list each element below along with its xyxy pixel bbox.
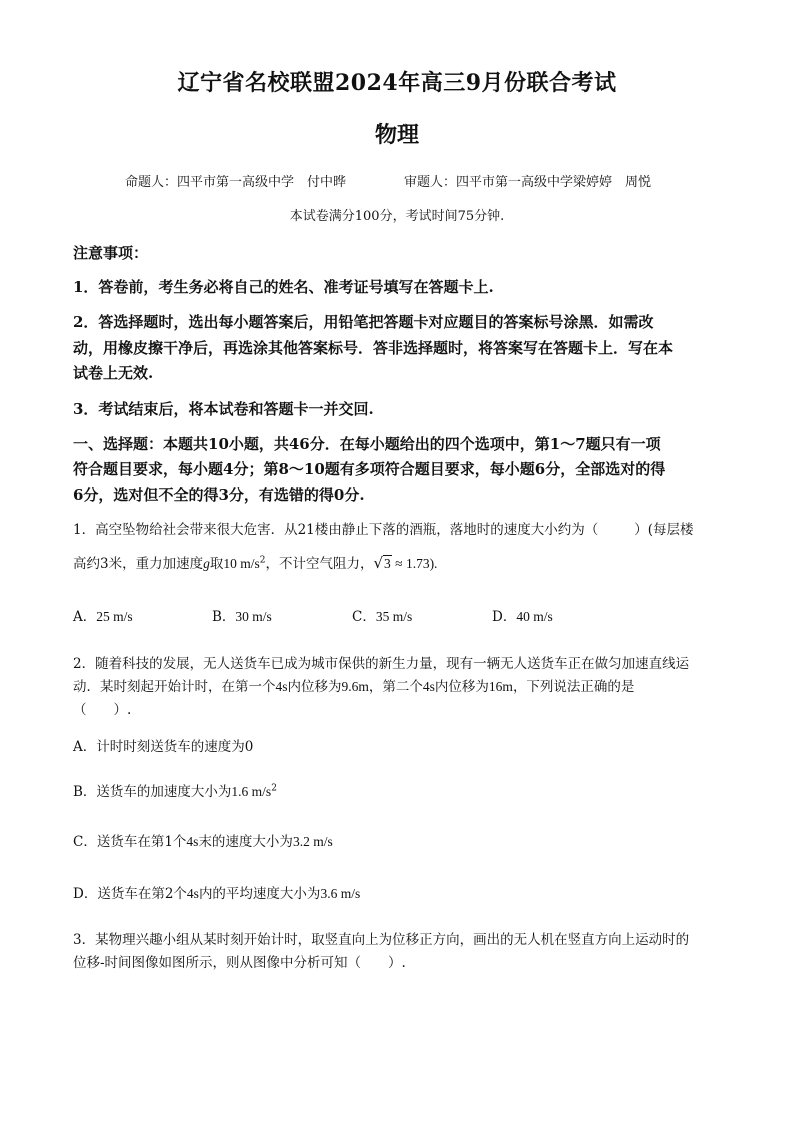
- option-text: 内的平均速度大小为: [198, 886, 321, 902]
- q2-option-a: A．计时时刻送货车的速度为0: [73, 739, 254, 755]
- option-time: 4s: [186, 886, 199, 901]
- q1-approx: ≈ 1.73).: [391, 556, 438, 571]
- option-value: 30 m/s: [235, 609, 272, 624]
- q1-text: 取: [209, 556, 224, 572]
- q1-var-g: g: [203, 556, 210, 571]
- option-time: 4s: [186, 834, 199, 849]
- q1-stem-line-1: [73, 518, 694, 538]
- option-value: 3.6 m/s: [320, 886, 361, 901]
- reviewer-line: 审题人：四平市第一高级中学梁婷婷 周悦: [404, 175, 652, 190]
- q2-stem-line-2: [73, 675, 634, 695]
- q1-stem-text: 1．高空坠物给社会带来很大危害．从21楼由静止下落的酒瓶，落地时的速度大小约为（: [73, 522, 599, 538]
- q2-displacement-2: 16m: [488, 679, 513, 694]
- score-info: 本试卷满分100分，考试时间75分钟.: [289, 209, 505, 224]
- option-exponent: 2: [271, 783, 277, 794]
- q2-stem-line-1: 2．随着科技的发展，无人送货车已成为城市保供的新生力量，现有一辆无人送货车正在做匀加速直线运: [73, 656, 690, 672]
- q1-option-a: [73, 605, 133, 625]
- q1-g-value: 10 m/s: [223, 556, 260, 571]
- option-value: 3.2 m/s: [292, 834, 333, 849]
- q2-option-b: [73, 780, 277, 800]
- notice-heading: 注意事项：: [73, 244, 149, 262]
- option-letter: B．: [212, 609, 236, 625]
- notice-item-2-line-3: 试卷上无效.: [73, 364, 154, 382]
- option-value: 1.6 m/s: [231, 784, 272, 799]
- sqrt-radicand: 3: [384, 556, 391, 571]
- q2-option-d: [73, 882, 360, 902]
- option-value: 25 m/s: [96, 609, 133, 624]
- option-text: B．送货车的加速度大小为: [73, 784, 232, 800]
- notice-item-2-line-2: 动，用橡皮擦干净后，再选涂其他答案标号．答非选择题时，将答案写在答题卡上．写在本: [73, 339, 674, 357]
- notice-item-1: 1．答卷前，考生务必将自己的姓名、准考证号填写在答题卡上.: [73, 278, 494, 296]
- notice-item-3: 3．考试结束后，将本试卷和答题卡一并交回.: [73, 400, 374, 418]
- q3-stem-line-2: 位移-时间图像如图所示，则从图像中分析可知（ ）.: [73, 955, 406, 971]
- section-1-line-3: 6分，选对但不全的得3分，有选错的得0分.: [73, 486, 365, 504]
- q2-option-c: [73, 830, 333, 850]
- option-value: 35 m/s: [375, 609, 413, 624]
- q2-text: 内位移为: [287, 679, 342, 695]
- option-text: D．送货车在第2个: [73, 886, 187, 902]
- q2-text: ，第二个: [368, 679, 423, 695]
- option-letter: D．: [492, 609, 517, 625]
- q1-g-exponent: 2: [259, 555, 266, 566]
- notice-item-2-line-1: 2．答选择题时，选出每小题答案后，用铅笔把答题卡对应题目的答案标号涂黑．如需改: [73, 313, 654, 331]
- option-text: C．送货车在第1个: [73, 834, 187, 850]
- exam-title: 辽宁省名校联盟2024年高三9月份联合考试: [177, 70, 617, 96]
- q2-stem-line-3: （ ）.: [73, 702, 132, 718]
- q2-text: 动．某时刻起开始计时，在第一个: [73, 679, 276, 695]
- option-letter: A．: [73, 609, 97, 625]
- q1-option-c: [352, 605, 412, 625]
- q1-text: 高约3米，重力加速度: [73, 556, 204, 572]
- q3-stem-line-1: 3．某物理兴趣小组从某时刻开始计时，取竖直向上为位移正方向，画出的无人机在竖直方向上运动时的: [73, 932, 690, 948]
- q1-option-d: [492, 605, 553, 625]
- q1-stem-line-2: [73, 552, 437, 572]
- q2-text: ，下列说法正确的是: [512, 679, 635, 695]
- section-1-line-2: 符合题目要求，每小题4分；第8～10题有多项符合题目要求，每小题6分，全部选对的得: [73, 460, 666, 478]
- q1-stem-text-tail: ）(每层楼: [634, 522, 694, 538]
- q2-time-2: 4s: [422, 679, 435, 694]
- q2-time-1: 4s: [275, 679, 288, 694]
- q1-option-b: [212, 605, 272, 625]
- author-line: 命题人：四平市第一高级中学 付中晔: [125, 175, 347, 190]
- sqrt-symbol: √: [373, 554, 384, 572]
- section-1-line-1: 一、选择题：本题共10小题，共46分．在每小题给出的四个选项中，第1～7题只有一项: [73, 435, 661, 453]
- option-text: 末的速度大小为: [198, 834, 293, 850]
- q2-displacement-1: 9.6m: [341, 679, 369, 694]
- subject-title: 物理: [374, 122, 419, 148]
- option-value: 40 m/s: [516, 609, 553, 624]
- q2-text: 内位移为: [434, 679, 489, 695]
- q1-text: ，不计空气阻力，: [265, 556, 374, 572]
- option-letter: C．: [352, 609, 376, 625]
